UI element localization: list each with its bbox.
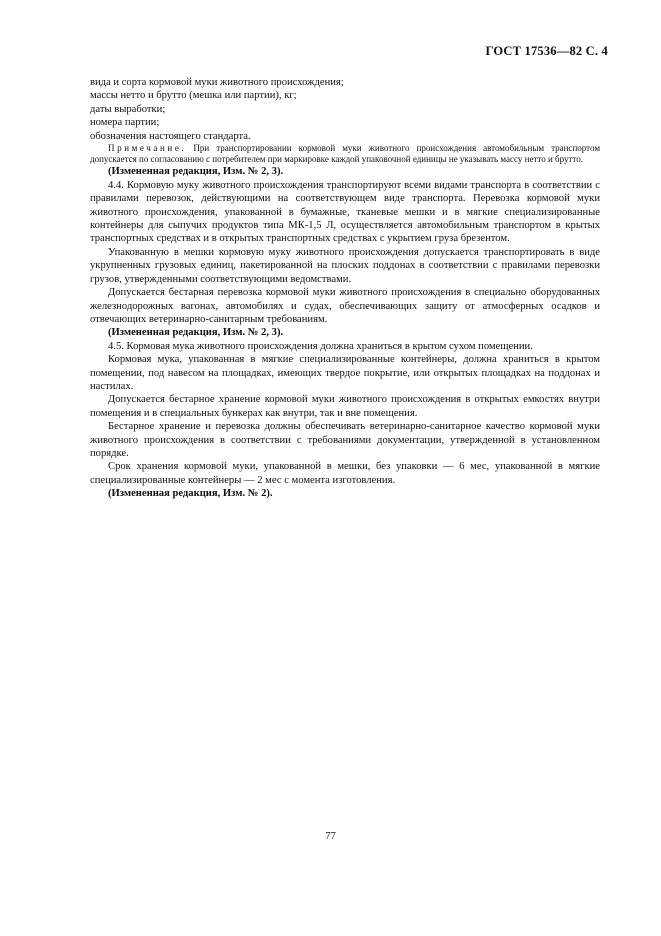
page-header: ГОСТ 17536—82 С. 4 bbox=[485, 44, 608, 58]
paragraph-container-storage: Кормовая мука, упакованная в мягкие специализированные контейнеры, должна храниться в крытом помещении, под навесом на площадках, имеющих твердое покрытие, или открытых площадках на поддонах и настилах. bbox=[90, 354, 600, 392]
list-item: обозначения настоящего стандарта. bbox=[90, 130, 251, 142]
paragraph-4-4: 4.4. Кормовую муку животного происхождения транспортируют всеми видами транспорта в соответствии с правилами перевозок, действующими на соответствующем виде транспорта. Перевозка кормовой муки животного происхождения, упакованной в бумажные, тканевые мешки и в мягкие специализированные контейнеры для сыпучих продуктов типа МК-1,5 Л, осуществляется автомобильным транспортом в крытых транспортных средствах и в открытых транспортных средствах с укрытием груза брезентом. bbox=[90, 179, 600, 245]
page-number: 77 bbox=[325, 831, 336, 842]
list-item: вида и сорта кормовой муки животного происхождения; bbox=[90, 77, 344, 88]
paragraph-quality: Бестарное хранение и перевозка должны обеспечивать ветеринарно-санитарное качество кормовой муки животного происхождения в соответствии с требованиями документации, утвержденной в установленном порядке. bbox=[90, 421, 600, 459]
revision-note: (Измененная редакция, Изм. № 2, 3). bbox=[108, 327, 284, 339]
note-label: Примечание. bbox=[108, 143, 187, 154]
revision-note: (Измененная редакция, Изм. № 2, 3). bbox=[108, 166, 284, 178]
paragraph-bulk-storage: Допускается бестарное хранение кормовой муки животного происхождения в открытых емкостях внутри помещения и в специальных бункерах как внутри, так и вне помещения. bbox=[90, 394, 600, 419]
list-item: массы нетто и брутто (мешка или партии), кг; bbox=[90, 90, 297, 102]
paragraph-4-5: 4.5. Кормовая мука животного происхождения должна храниться в крытом сухом помещении. bbox=[108, 340, 533, 352]
revision-note: (Измененная редакция, Изм. № 2). bbox=[108, 488, 273, 500]
list-item: даты выработки; bbox=[90, 103, 166, 115]
document-body bbox=[90, 76, 600, 501]
paragraph-shelf-life: Срок хранения кормовой муки, упакованной в мешки, без упаковки — 6 мес, упакованной в мягкие специализированные контейнеры — 2 мес с момента изготовления. bbox=[90, 461, 600, 486]
paragraph-packed-transport: Упакованную в мешки кормовую муку животного происхождения допускается транспортировать в виде укрупненных грузовых единиц, пакетированной на плоских поддонах в соответствии с правилами перевозки грузов, утвержденными соответствующими ведомствами. bbox=[90, 246, 600, 285]
list-item: номера партии; bbox=[90, 117, 160, 129]
note-text: При транспортировании кормовой муки животного происхождения автомобильным транспортом допускается по согласованию с потребителем при маркировке каждой упаковочной единицы не указывать массу нетто и брутто. bbox=[90, 143, 601, 165]
paragraph-bulk-transport: Допускается бестарная перевозка кормовой муки животного происхождения в специально оборудованных железнодорожных вагонах, автомобилях и судах, обеспечивающих защиту от атмосферных осадков и отвечающих ветеринарно-санитарным требованиям. bbox=[90, 287, 600, 325]
note-paragraph bbox=[90, 143, 600, 165]
